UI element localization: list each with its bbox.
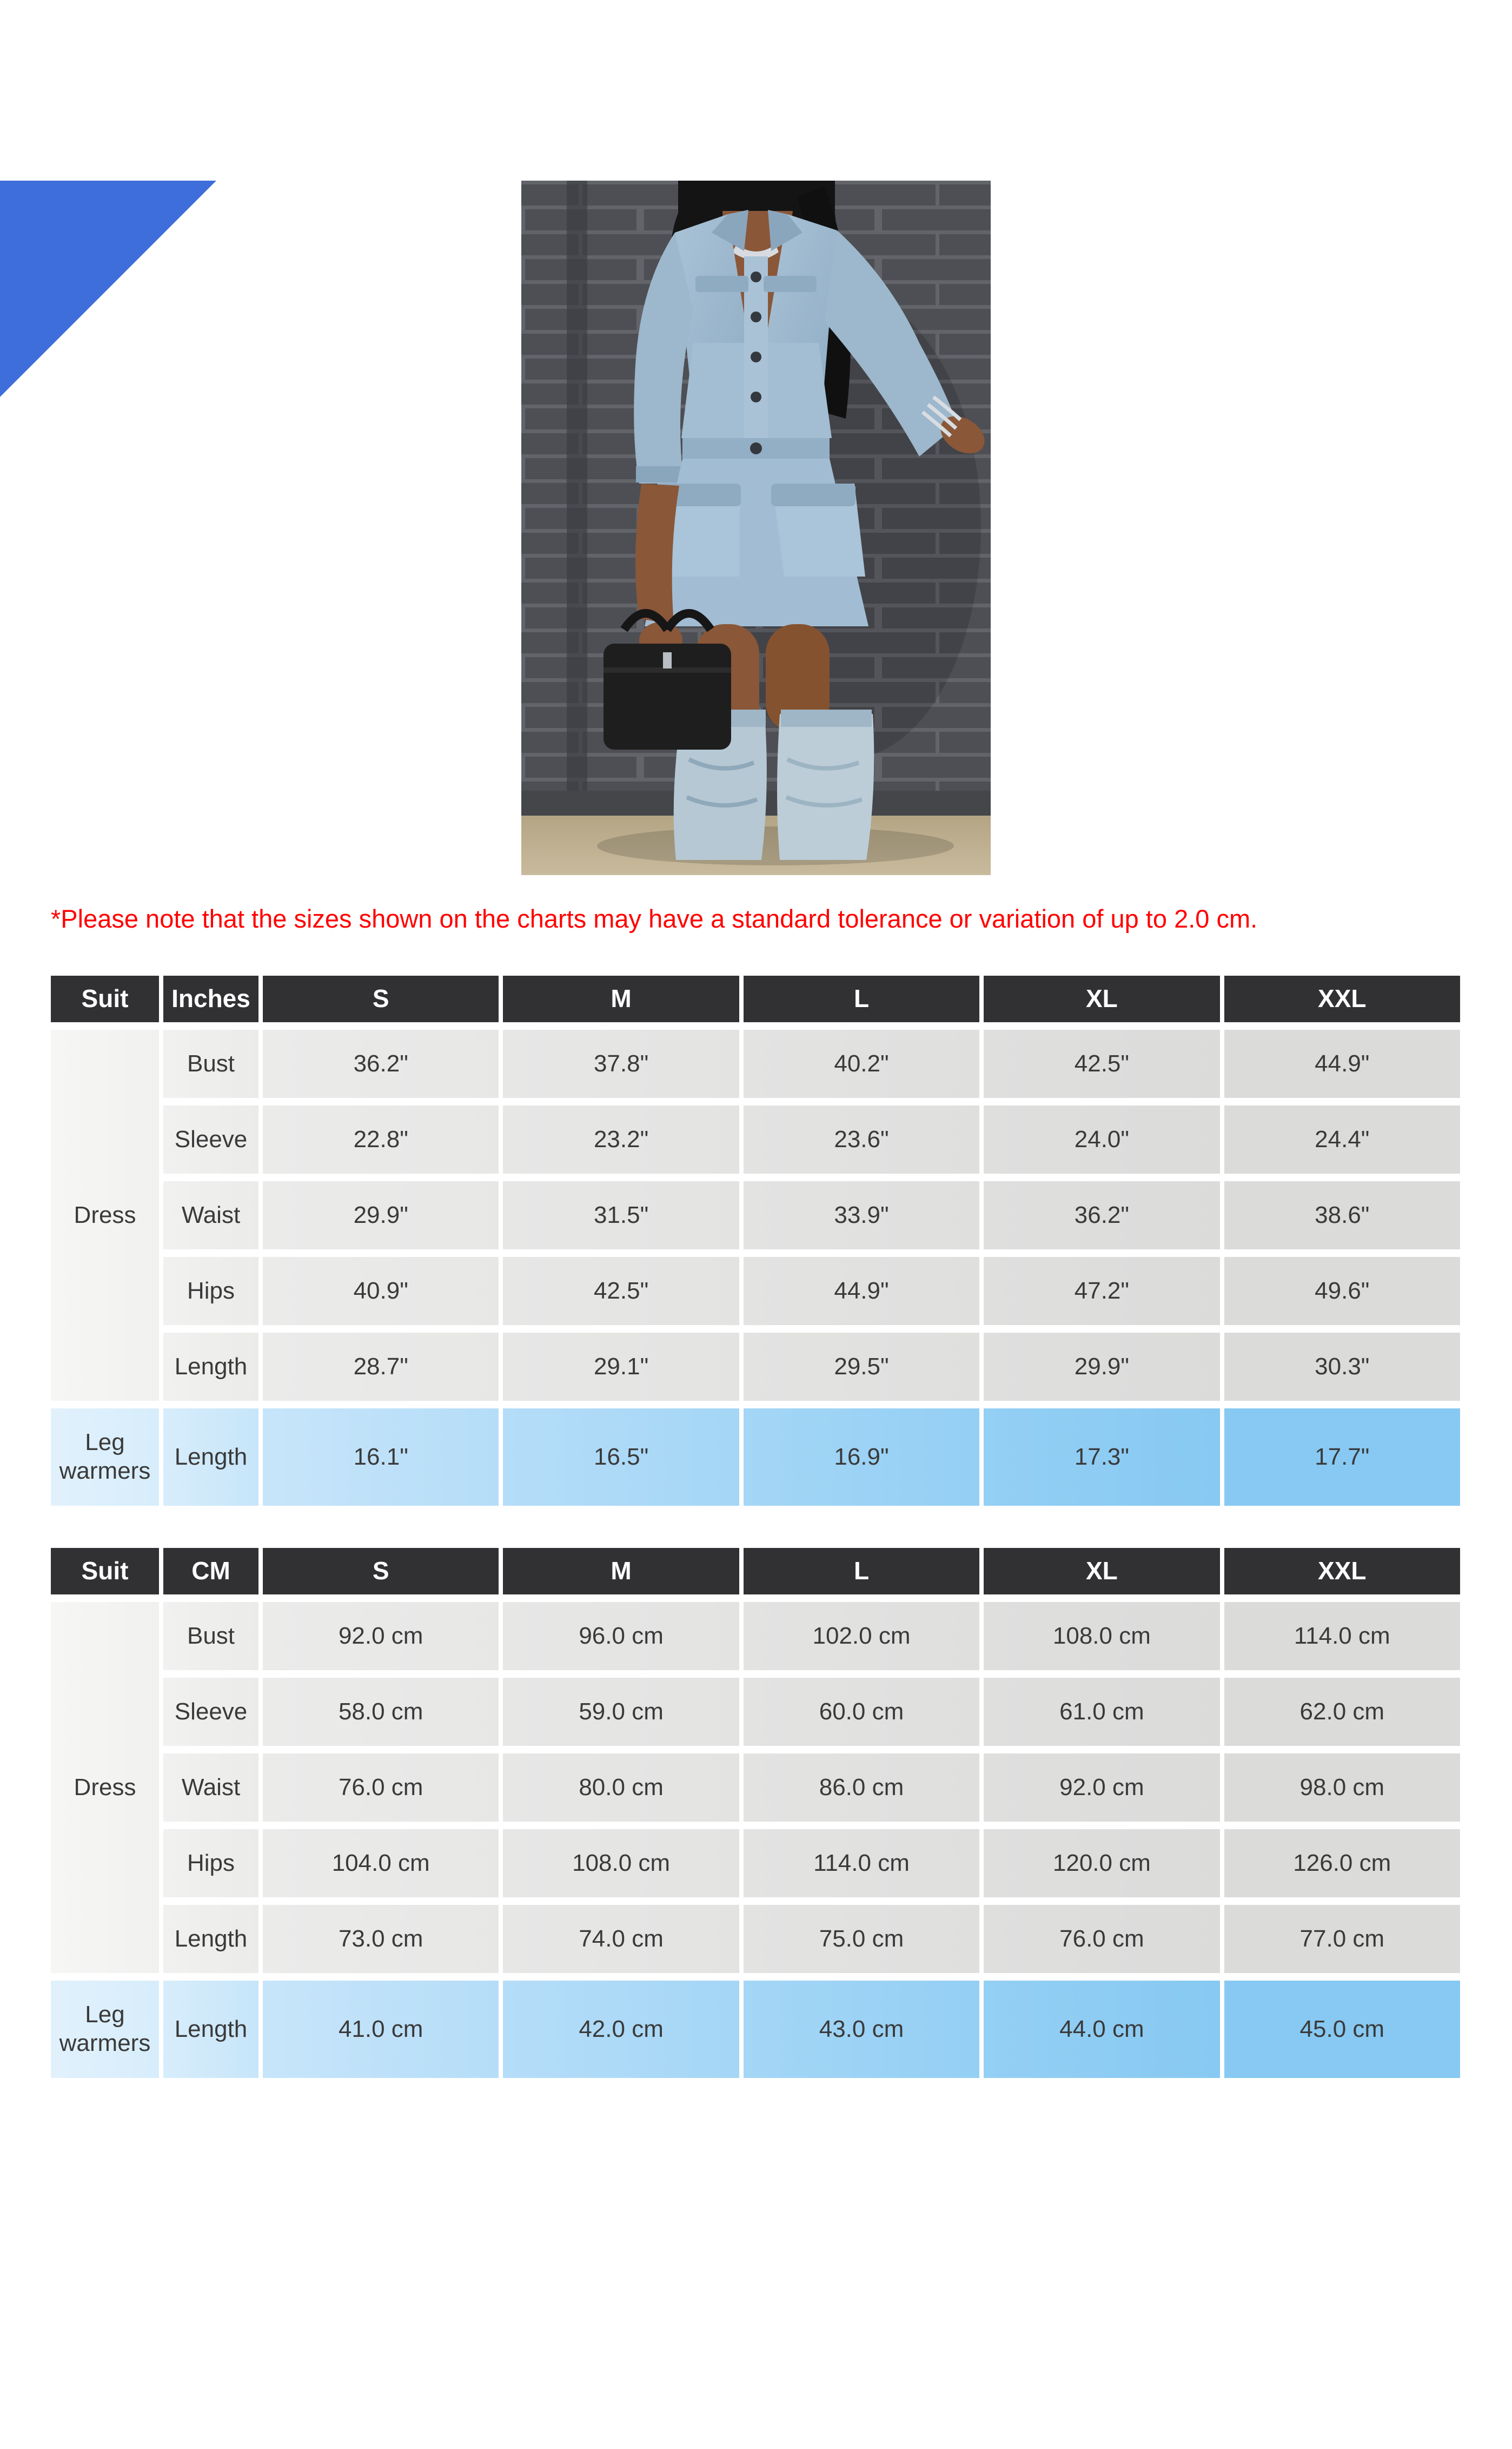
value-cell: 31.5" [503,1181,739,1249]
value-cell: 41.0 cm [263,1981,499,2078]
header-cell-size-M: M [503,1548,739,1594]
header-cell-size-L: L [744,976,979,1022]
value-cell: 36.2" [263,1030,499,1098]
measure-cell-bust: Bust [163,1030,258,1098]
measure-cell-length: Length [163,1333,258,1401]
tolerance-note: *Please note that the sizes shown on the charts may have a standard tolerance or variation of up to 2.0 cm. [51,904,1258,933]
value-cell: 17.7" [1224,1408,1460,1506]
group-cell-dress: Dress [51,1602,159,1973]
value-cell: 62.0 cm [1224,1678,1460,1746]
value-cell: 49.6" [1224,1257,1460,1325]
value-cell: 120.0 cm [984,1829,1219,1897]
value-cell: 33.9" [744,1181,979,1249]
measure-cell-sleeve: Sleeve [163,1106,258,1174]
measure-cell-length: Length [163,1905,258,1973]
value-cell: 104.0 cm [263,1829,499,1897]
header-cell-size-M: M [503,976,739,1022]
header-cell-size-L: L [744,1548,979,1594]
value-cell: 44.9" [1224,1030,1460,1098]
value-cell: 42.5" [503,1257,739,1325]
value-cell: 108.0 cm [503,1829,739,1897]
value-cell: 16.1" [263,1408,499,1506]
value-cell: 86.0 cm [744,1753,979,1822]
value-cell: 44.0 cm [984,1981,1219,2078]
value-cell: 24.0" [984,1106,1219,1174]
model-in-denim-dress-photo-icon [521,181,991,875]
header-cell-size-XXL: XXL [1224,1548,1460,1594]
value-cell: 23.6" [744,1106,979,1174]
value-cell: 126.0 cm [1224,1829,1460,1897]
value-cell: 60.0 cm [744,1678,979,1746]
measure-cell-hips: Hips [163,1257,258,1325]
value-cell: 76.0 cm [984,1905,1219,1973]
value-cell: 59.0 cm [503,1678,739,1746]
size-table-inches [51,976,1460,1506]
measure-cell-hips: Hips [163,1829,258,1897]
value-cell: 44.9" [744,1257,979,1325]
value-cell: 37.8" [503,1030,739,1098]
value-cell: 16.9" [744,1408,979,1506]
group-cell-leg-warmers: Leg warmers [51,1408,159,1506]
value-cell: 40.9" [263,1257,499,1325]
size-chart-ribbon [0,181,216,578]
measure-cell-bust: Bust [163,1602,258,1670]
size-chart-page [0,181,1512,2449]
value-cell: 23.2" [503,1106,739,1174]
value-cell: 42.5" [984,1030,1219,1098]
value-cell: 74.0 cm [503,1905,739,1973]
value-cell: 43.0 cm [744,1981,979,2078]
value-cell: 61.0 cm [984,1678,1219,1746]
value-cell: 76.0 cm [263,1753,499,1822]
value-cell: 17.3" [984,1408,1219,1506]
value-cell: 45.0 cm [1224,1981,1460,2078]
value-cell: 73.0 cm [263,1905,499,1973]
value-cell: 92.0 cm [984,1753,1219,1822]
value-cell: 114.0 cm [1224,1602,1460,1670]
measure-cell-sleeve: Sleeve [163,1678,258,1746]
value-cell: 22.8" [263,1106,499,1174]
measure-cell-length: Length [163,1981,258,2078]
group-cell-dress: Dress [51,1030,159,1401]
value-cell: 24.4" [1224,1106,1460,1174]
value-cell: 38.6" [1224,1181,1460,1249]
value-cell: 92.0 cm [263,1602,499,1670]
value-cell: 16.5" [503,1408,739,1506]
product-photo [521,181,991,875]
header-cell-unit: Inches [163,976,258,1022]
header-cell-size-XXL: XXL [1224,976,1460,1022]
header-cell-unit: CM [163,1548,258,1594]
header-cell-size-S: S [263,1548,499,1594]
value-cell: 29.5" [744,1333,979,1401]
value-cell: 30.3" [1224,1333,1460,1401]
value-cell: 36.2" [984,1181,1219,1249]
value-cell: 29.9" [263,1181,499,1249]
value-cell: 96.0 cm [503,1602,739,1670]
value-cell: 29.9" [984,1333,1219,1401]
value-cell: 40.2" [744,1030,979,1098]
header-cell-size-S: S [263,976,499,1022]
header-cell-size-XL: XL [984,1548,1219,1594]
value-cell: 75.0 cm [744,1905,979,1973]
value-cell: 98.0 cm [1224,1753,1460,1822]
header-cell-suit: Suit [51,1548,159,1594]
value-cell: 102.0 cm [744,1602,979,1670]
value-cell: 47.2" [984,1257,1219,1325]
value-cell: 29.1" [503,1333,739,1401]
ribbon-label: SIZE CHART [9,402,184,578]
measure-cell-length: Length [163,1408,258,1506]
value-cell: 42.0 cm [503,1981,739,2078]
value-cell: 80.0 cm [503,1753,739,1822]
header-cell-suit: Suit [51,976,159,1022]
measure-cell-waist: Waist [163,1181,258,1249]
value-cell: 77.0 cm [1224,1905,1460,1973]
value-cell: 58.0 cm [263,1678,499,1746]
size-table-cm [51,1548,1460,2078]
value-cell: 108.0 cm [984,1602,1219,1670]
measure-cell-waist: Waist [163,1753,258,1822]
value-cell: 114.0 cm [744,1829,979,1897]
header-cell-size-XL: XL [984,976,1219,1022]
value-cell: 28.7" [263,1333,499,1401]
group-cell-leg-warmers: Leg warmers [51,1981,159,2078]
